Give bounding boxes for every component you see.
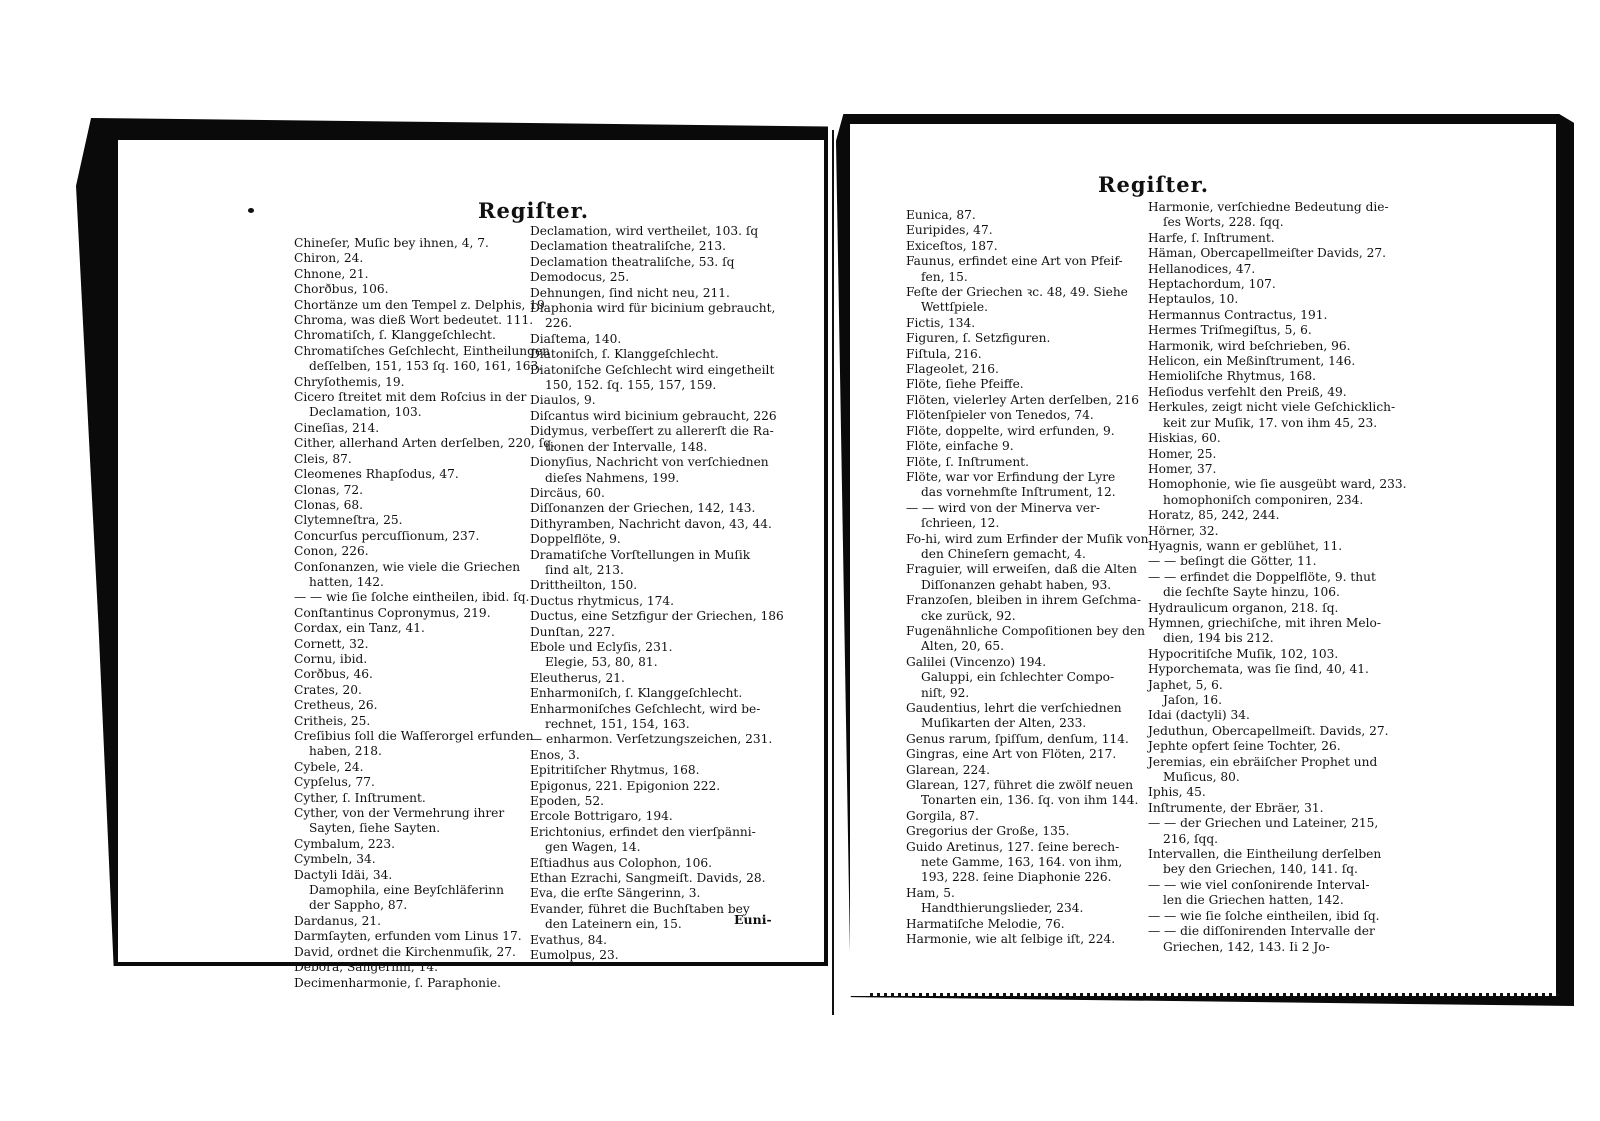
index-entry: Hermannus Contractus, 191. (1148, 307, 1328, 322)
index-entry: — — wie ſie ſolche eintheilen, ibid. ſq. (294, 590, 530, 605)
index-entry: Darmſayten, erfunden vom Linus 17. (294, 929, 522, 944)
index-entry: Jaſon, 16. (1163, 693, 1222, 707)
index-entry: dien, 194 bis 212. (1163, 631, 1274, 646)
index-entry: Fiſtula, 216. (906, 346, 982, 361)
page-bottom-edge (870, 993, 1560, 996)
index-entry: Cymbalum, 223. (294, 836, 396, 851)
index-entry: tionen der Intervalle, 148. (545, 439, 708, 454)
index-entry: Hiskias, 60. (1148, 431, 1221, 446)
index-entry: Iphis, 45. (1148, 785, 1206, 800)
index-entry: Elegie, 53, 80, 81. (545, 655, 658, 670)
index-entry: — — der Griechen und Lateiner, 215, (1148, 816, 1379, 831)
index-entry: Damophila, eine Beyſchläferinn (309, 883, 504, 898)
index-entry: Chortänze um den Tempel z. Delphis, 19 (294, 297, 545, 312)
index-entry: Homer, 25. (1148, 446, 1217, 461)
index-entry: Flötenſpieler von Tenedos, 74. (906, 408, 1094, 423)
index-entry: Euripides, 47. (906, 223, 993, 238)
index-entry: Conſonanzen, wie viele die Griechen (294, 559, 521, 574)
index-entry: Epitritiſcher Rhytmus, 168. (530, 763, 700, 778)
right-column-2 (1148, 200, 1407, 955)
index-entry: Wettſpiele. (921, 300, 988, 315)
index-entry: Alten, 20, 65. (921, 639, 1005, 654)
index-entry: Chineſer, Muſic bey ihnen, 4, 7. (294, 236, 489, 250)
index-entry: — — beſingt die Götter, 11. (1148, 554, 1317, 569)
index-entry: Dionyſius, Nachricht von verſchiednen (530, 455, 769, 470)
book-gutter (832, 130, 834, 1015)
index-entry: Conon, 226. (294, 544, 369, 559)
index-entry: hatten, 142. (309, 574, 384, 589)
index-entry: Hörner, 32. (1148, 523, 1219, 538)
index-entry: Hydraulicum organon, 218. ſq. (1148, 600, 1339, 615)
index-entry: Diaulos, 9. (530, 393, 596, 408)
index-entry: Flöten, vielerley Arten derſelben, 216 (906, 392, 1139, 407)
right-page-title: Regiſter. (1098, 172, 1210, 197)
index-entry: Hemioliſche Rhytmus, 168. (1148, 369, 1317, 384)
index-entry: Helicon, ein Meßinſtrument, 146. (1148, 354, 1356, 369)
index-entry: Homer, 37. (1148, 461, 1217, 476)
index-entry: Harmatiſche Melodie, 76. (906, 916, 1065, 931)
index-entry: Tonarten ein, 136. ſq. von ihm 144. (921, 793, 1139, 808)
index-entry: Muſicus, 80. (1163, 770, 1240, 785)
index-entry: Inſtrumente, der Ebräer, 31. (1148, 800, 1324, 815)
index-entry: deſſelben, 151, 153 ſq. 160, 161, 163. (309, 359, 543, 374)
index-entry: keit zur Muſik, 17. von ihm 45, 23. (1163, 415, 1378, 430)
index-entry: Cornett, 32. (294, 636, 369, 651)
index-entry: Hymnen, griechiſche, mit ihren Melo- (1148, 615, 1381, 630)
index-entry: ſes Worts, 228. ſqq. (1163, 215, 1284, 230)
index-entry: Diaphonia wird für bicinium gebraucht, (530, 301, 776, 316)
index-entry: Figuren, ſ. Setzfiguren. (906, 331, 1051, 346)
index-entry: Diatoniſch, ſ. Klanggeſchlecht. (530, 347, 719, 362)
index-entry: Conſtantinus Copronymus, 219. (294, 605, 491, 620)
index-entry: ſind alt, 213. (545, 562, 624, 577)
index-entry: 150, 152. ſq. 155, 157, 159. (545, 378, 717, 393)
index-entry: 226. (545, 316, 573, 331)
index-entry: Doppelflöte, 9. (530, 532, 621, 547)
index-entry: — — die diſſonirenden Intervalle der (1148, 924, 1375, 939)
index-entry: Dehnungen, ſind nicht neu, 211. (530, 285, 730, 300)
index-entry: Flageolet, 216. (906, 362, 999, 377)
index-entry: Eva, die erſte Sängerinn, 3. (530, 886, 701, 901)
index-entry: Ethan Ezrachi, Sangmeiſt. Davids, 28. (530, 871, 766, 886)
index-entry: Fictis, 134. (906, 315, 976, 330)
index-entry: Handthierungslieder, 234. (921, 901, 1084, 916)
index-entry: Dardanus, 21. (294, 913, 382, 928)
index-entry: haben, 218. (309, 744, 382, 759)
index-entry: len die Griechen hatten, 142. (1163, 893, 1344, 908)
index-entry: Corðbus, 46. (294, 667, 373, 682)
index-entry: Dircäus, 60. (530, 485, 605, 500)
index-entry: Harmonie, wie alt ſelbige iſt, 224. (906, 932, 1116, 947)
index-entry: Chiron, 24. (294, 251, 364, 266)
index-entry: Enharmoniſches Geſchlecht, wird be- (530, 701, 761, 716)
index-entry: Horatz, 85, 242, 244. (1148, 508, 1280, 523)
index-entry: Dramatiſche Vorſtellungen in Muſik (530, 547, 751, 562)
index-entry: Epoden, 52. (530, 794, 605, 809)
right-column-1 (906, 208, 1149, 948)
index-entry: Glarean, 224. (906, 762, 990, 777)
index-entry: Cymbeln, 34. (294, 852, 376, 867)
index-entry: Muſikarten der Alten, 233. (921, 716, 1087, 731)
index-entry: — enharmon. Verſetzungszeichen, 231. (530, 732, 773, 747)
index-entry: Eunica, 87. (906, 208, 976, 222)
index-entry: Ham, 5. (906, 885, 955, 900)
index-entry: Gorgila, 87. (906, 808, 979, 823)
index-entry: Cleis, 87. (294, 451, 352, 466)
index-entry: Diſcantus wird bicinium gebraucht, 226 (530, 408, 777, 423)
index-entry: Epigonus, 221. Epigonion 222. (530, 778, 721, 793)
index-entry: Critheis, 25. (294, 713, 371, 728)
index-entry: Heptaulos, 10. (1148, 292, 1239, 307)
index-entry: Heptachordum, 107. (1148, 277, 1276, 292)
index-entry: Ebole und Eclyſis, 231. (530, 639, 673, 654)
index-entry: Hermes Triſmegiſtus, 5, 6. (1148, 323, 1312, 338)
index-entry: Ductus rhytmicus, 174. (530, 593, 675, 608)
index-entry: Clytemneſtra, 25. (294, 513, 403, 528)
index-entry: Faunus, erfindet eine Art von Pfeif- (906, 254, 1123, 269)
left-column-2 (530, 224, 784, 964)
index-entry: Clonas, 72. (294, 482, 364, 497)
index-entry: fen, 15. (921, 269, 968, 284)
index-entry: Creſibius ſoll die Waſſerorgel erfunden (294, 729, 534, 743)
index-entry: Idai (dactyli) 34. (1148, 708, 1250, 723)
index-entry: Diaſtema, 140. (530, 331, 622, 346)
index-entry: Declamation, wird vertheilet, 103. ſq (530, 224, 759, 238)
index-entry: Debora, Sängerinn, 14. (294, 960, 438, 975)
left-catchword: Euni- (734, 912, 772, 927)
index-entry: Ercole Bottrigaro, 194. (530, 809, 673, 824)
index-entry: der Sappho, 87. (309, 898, 408, 913)
index-entry: gen Wagen, 14. (545, 840, 641, 855)
index-entry: Harmonie, verſchiedne Bedeutung die- (1148, 200, 1389, 214)
index-entry: Galuppi, ein ſchlechter Compo- (921, 670, 1115, 685)
index-entry: Erichtonius, erfindet den vierſpänni- (530, 824, 756, 839)
index-entry: Flöte, ſiehe Pfeiffe. (906, 377, 1024, 392)
index-entry: Cleomenes Rhapſodus, 47. (294, 467, 459, 482)
index-entry: Cyther, von der Vermehrung ihrer (294, 806, 505, 821)
index-entry: Jeremias, ein ebräiſcher Prophet und (1148, 754, 1378, 769)
index-entry: Chnone, 21. (294, 266, 369, 281)
index-entry: Enharmoniſch, ſ. Klanggeſchlecht. (530, 686, 743, 701)
index-entry: Feſte der Griechen ꝛc. 48, 49. Siehe (906, 285, 1128, 300)
index-entry: — — erfindet die Doppelflöte, 9. thut (1148, 569, 1376, 584)
index-entry: Cypſelus, 77. (294, 775, 375, 790)
index-entry: Dactyli Idäi, 34. (294, 867, 393, 882)
index-entry: Eſtiadhus aus Colophon, 106. (530, 855, 712, 870)
index-entry: Fo-hi, wird zum Erfinder der Muſik von (906, 531, 1149, 546)
index-entry: Genus rarum, ſpiſſum, denſum, 114. (906, 731, 1129, 746)
index-entry: Cither, allerhand Arten derſelben, 220, ſq. (294, 436, 555, 451)
index-entry: Glarean, 127, führet die zwölf neuen (906, 778, 1134, 793)
index-entry: — — wird von der Minerva ver- (906, 500, 1100, 515)
index-entry: Exiceſtos, 187. (906, 238, 998, 253)
index-entry: Enos, 3. (530, 747, 580, 762)
index-entry: Fraguier, will erweiſen, daß die Alten (906, 562, 1137, 577)
index-entry: Diſſonanzen gehabt haben, 93. (921, 577, 1112, 592)
index-entry: Flöte, doppelte, wird erfunden, 9. (906, 423, 1115, 438)
index-entry: Didymus, verbeſſert zu allererſt die Ra- (530, 424, 774, 439)
index-entry: homophoniſch componiren, 234. (1163, 492, 1364, 507)
index-entry: Decimenharmonie, ſ. Paraphonie. (294, 975, 501, 990)
index-entry: Hyagnis, wann er geblühet, 11. (1148, 538, 1343, 553)
index-entry: Gaudentius, lehrt die verſchiednen (906, 701, 1122, 715)
index-entry: Cybele, 24. (294, 759, 364, 774)
index-entry: Gingras, eine Art von Flöten, 217. (906, 747, 1117, 762)
index-entry: Griechen, 142, 143. Ii 2 Jo- (1163, 939, 1330, 954)
index-entry: 193, 228. ſeine Diaphonie 226. (921, 870, 1112, 885)
index-entry: Intervallen, die Eintheilung derſelben (1148, 847, 1382, 862)
index-entry: Heſiodus verfehlt den Preiß, 49. (1148, 384, 1347, 399)
index-entry: Homophonie, wie ſie ausgeübt ward, 233. (1148, 477, 1407, 492)
index-entry: — — wie ſie ſolche eintheilen, ibid ſq. (1148, 908, 1380, 923)
index-entry: nete Gamme, 163, 164. von ihm, (921, 855, 1123, 870)
left-page-title: Regiſter. (478, 198, 590, 223)
index-entry: Ductus, eine Setzfigur der Griechen, 186 (530, 609, 784, 624)
index-entry: Dunſtan, 227. (530, 624, 615, 639)
index-entry: Jeduthun, Obercapellmeiſt. Davids, 27. (1148, 723, 1389, 738)
index-entry: Chryſothemis, 19. (294, 374, 405, 389)
index-entry: Cineſias, 214. (294, 420, 380, 435)
index-entry: Sayten, ſiehe Sayten. (309, 821, 441, 836)
index-entry: Hypocritiſche Muſik, 102, 103. (1148, 646, 1339, 661)
index-entry: Hyporchemata, was ſie ſind, 40, 41. (1148, 662, 1369, 677)
index-entry: cke zurück, 92. (921, 608, 1016, 623)
index-entry: niſt, 92. (921, 685, 970, 700)
index-entry: Chroma, was dieß Wort bedeutet. 111. (294, 313, 534, 328)
index-entry: Declamation, 103. (309, 405, 422, 420)
index-entry: Harmonik, wird beſchrieben, 96. (1148, 338, 1351, 353)
index-entry: Diatoniſche Geſchlecht wird eingetheilt (530, 362, 775, 377)
index-entry: Cretheus, 26. (294, 698, 378, 713)
index-entry: Cordax, ein Tanz, 41. (294, 621, 425, 636)
index-entry: Cornu, ibid. (294, 651, 368, 666)
index-entry: Dithyramben, Nachricht davon, 43, 44. (530, 516, 772, 531)
index-entry: Demodocus, 25. (530, 270, 630, 285)
index-entry: dieſes Nahmens, 199. (545, 470, 680, 485)
index-entry: das vornehmſte Inſtrument, 12. (921, 485, 1116, 500)
index-entry: den Lateinern ein, 15. (545, 917, 682, 932)
index-entry: Eumolpus, 23. (530, 948, 619, 963)
index-entry: bey den Griechen, 140, 141. ſq. (1163, 862, 1358, 877)
index-entry: Fugenähnliche Compoſitionen bey den (906, 623, 1146, 638)
index-entry: Eleutherus, 21. (530, 670, 625, 685)
index-entry: Concurſus percuſſionum, 237. (294, 528, 480, 543)
index-entry: — — wie viel conſonirende Interval- (1148, 877, 1370, 892)
index-entry: den Chineſern gemacht, 4. (921, 546, 1086, 561)
index-entry: Chorðbus, 106. (294, 282, 389, 297)
index-entry: ſchrieen, 12. (921, 516, 1000, 531)
index-entry: Jephte opfert ſeine Tochter, 26. (1148, 739, 1341, 754)
index-entry: David, ordnet die Kirchenmuſik, 27. (294, 944, 516, 959)
index-entry: 216, ſqq. (1163, 831, 1218, 846)
index-entry: Herkules, zeigt nicht viele Geſchicklich- (1148, 400, 1396, 415)
index-entry: Evathus, 84. (530, 932, 608, 947)
index-entry: Flöte, war vor Erfindung der Lyre (906, 469, 1116, 484)
index-entry: Harfe, ſ. Inſtrument. (1148, 230, 1275, 245)
index-entry: Guido Aretinus, 127. ſeine berech- (906, 839, 1120, 854)
index-entry: Flöte, einfache 9. (906, 439, 1014, 454)
index-entry: Declamation theatraliſche, 213. (530, 239, 726, 254)
index-entry: Crates, 20. (294, 682, 362, 697)
index-entry: Häman, Obercapellmeiſter Davids, 27. (1148, 246, 1387, 261)
index-entry: Chromatiſches Geſchlecht, Eintheilungen (294, 343, 551, 358)
index-entry: rechnet, 151, 154, 163. (545, 717, 690, 731)
index-entry: Flöte, ſ. Inſtrument. (906, 454, 1029, 469)
index-entry: Japhet, 5, 6. (1148, 677, 1223, 692)
index-entry: die ſechſte Sayte hinzu, 106. (1163, 585, 1340, 600)
index-entry: Cyther, ſ. Inſtrument. (294, 790, 426, 805)
index-entry: Galilei (Vincenzo) 194. (906, 654, 1047, 669)
index-entry: Chromatiſch, ſ. Klanggeſchlecht. (294, 328, 496, 343)
index-entry: Clonas, 68. (294, 497, 364, 512)
index-entry: Cicero ſtreitet mit dem Roſcius in der (294, 390, 527, 405)
index-entry: Declamation theatraliſche, 53. ſq (530, 254, 735, 269)
speck-mark (248, 208, 254, 213)
index-entry: Drittheilton, 150. (530, 578, 638, 593)
index-entry: Franzoſen, bleiben in ihrem Geſchma- (906, 593, 1141, 608)
index-entry: Hellanodices, 47. (1148, 261, 1256, 276)
index-entry: Evander, führet die Buchſtaben bey (530, 901, 750, 916)
index-entry: Gregorius der Große, 135. (906, 824, 1070, 839)
index-entry: Diſſonanzen der Griechen, 142, 143. (530, 501, 756, 516)
